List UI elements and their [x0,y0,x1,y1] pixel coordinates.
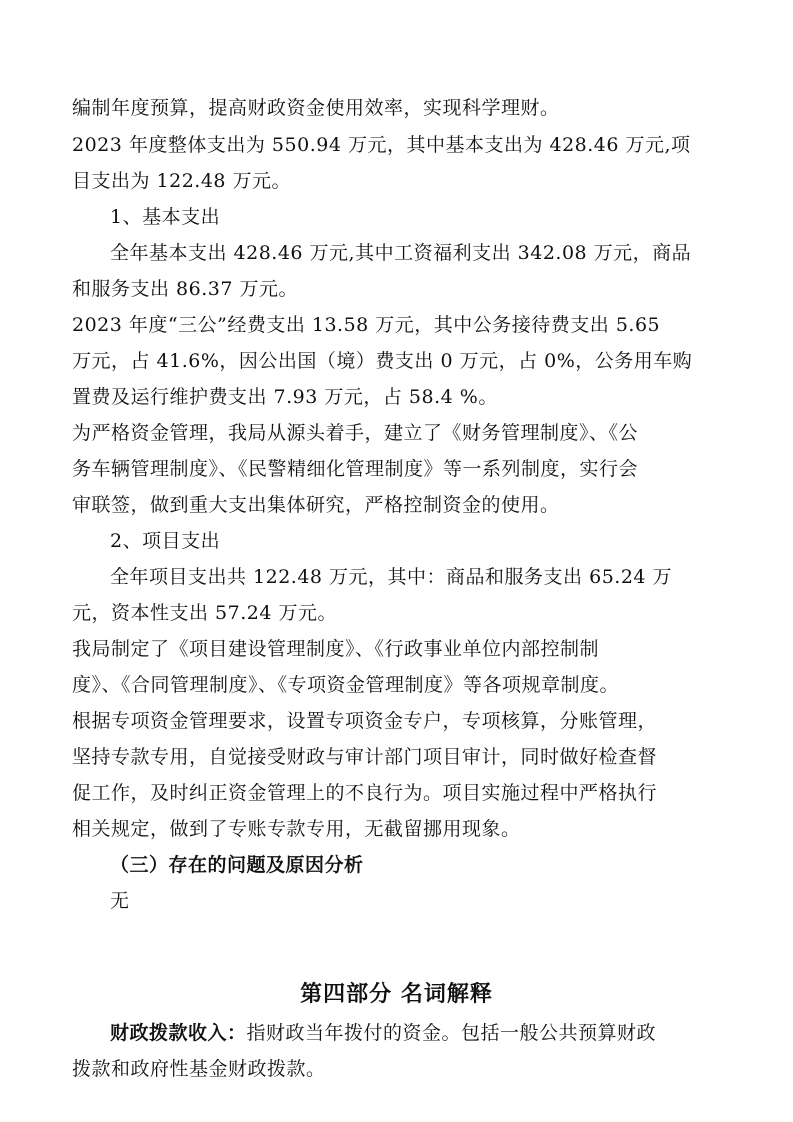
paragraph-line: 坚持专款专用，自觉接受财政与审计部门项目审计，同时做好检查督 [72,746,658,768]
section-three-content: 无 [110,890,130,912]
definition-line-continued: 拨款和政府性基金财政拨款。 [72,1058,326,1080]
paragraph-line: 置费及运行维护费支出 7.93 万元，占 58.4 %。 [72,386,498,408]
paragraph-line: 务车辆管理制度》、《民警精细化管理制度》等一系列制度，实行会 [72,458,639,480]
paragraph-line: 2023 年度“三公”经费支出 13.58 万元，其中公务接待费支出 5.65 [72,314,661,336]
subsection-heading-basic-expenditure: 1、基本支出 [110,206,221,228]
paragraph-line: 我局制定了《项目建设管理制度》、《行政事业单位内部控制制 [72,638,600,660]
subsection-heading-project-expenditure: 2、项目支出 [110,530,221,552]
paragraph-line: 度》、《合同管理制度》、《专项资金管理制度》等各项规章制度。 [72,674,620,696]
paragraph-line: 全年项目支出共 122.48 万元，其中：商品和服务支出 65.24 万 [110,566,673,588]
paragraph-line: 审联签，做到重大支出集体研究，严格控制资金的使用。 [72,494,560,516]
paragraph-line: 全年基本支出 428.46 万元,其中工资福利支出 342.08 万元，商品 [110,242,692,264]
paragraph-line: 2023 年度整体支出为 550.94 万元，其中基本支出为 428.46 万元,项 [72,134,691,156]
definition-line [110,1020,656,1046]
paragraph-line: 相关规定，做到了专账专款专用，无截留挪用现象。 [72,818,521,840]
paragraph-line: 根据专项资金管理要求，设置专项资金专户，专项核算，分账管理， [72,710,658,732]
section-three-title: （三）存在的问题及原因分析 [110,854,364,876]
definition-term: 财政拨款收入： [110,1022,247,1044]
paragraph-line: 元，资本性支出 57.24 万元。 [72,602,337,624]
paragraph-line: 编制年度预算，提高财政资金使用效率，实现科学理财。 [72,97,560,119]
paragraph-line: 万元，占 41.6%，因公出国（境）费支出 0 万元，占 0%，公务用车购 [72,350,693,372]
paragraph-line: 目支出为 122.48 万元。 [72,170,292,192]
definition-text: 指财政当年拨付的资金。包括一般公共预算财政 [246,1022,657,1044]
part-four-heading: 第四部分 名词解释 [300,982,493,1007]
paragraph-line: 和服务支出 86.37 万元。 [72,278,298,300]
paragraph-line: 为严格资金管理，我局从源头着手，建立了《财务管理制度》、《公 [72,422,639,444]
paragraph-line: 促工作，及时纠正资金管理上的不良行为。项目实施过程中严格执行 [72,782,658,804]
